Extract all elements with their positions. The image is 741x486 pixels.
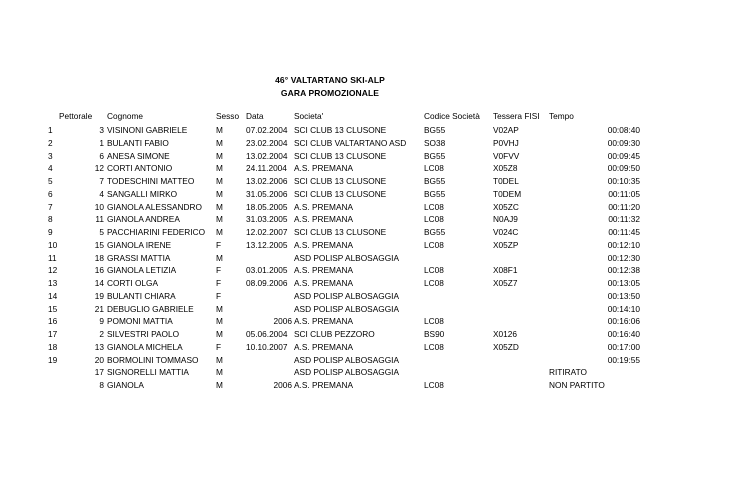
row-sesso: M xyxy=(216,150,223,161)
row-tessera-fisi: X05ZC xyxy=(493,201,519,212)
row-sesso: M xyxy=(216,188,223,199)
row-societa: ASD POLISP ALBOSAGGIA xyxy=(294,252,399,263)
table-row xyxy=(0,239,741,251)
row-tempo: 00:16:40 xyxy=(607,329,640,339)
row-codice-societa: LC08 xyxy=(424,278,444,288)
row-cognome: BORMOLINI TOMMASO xyxy=(107,354,199,365)
row-sesso: F xyxy=(216,239,222,250)
row-societa: A.S. PREMANA xyxy=(294,201,354,212)
row-tempo: 00:14:10 xyxy=(607,303,640,314)
row-sesso: M xyxy=(216,214,223,225)
row-codice-societa: BG55 xyxy=(424,188,446,199)
header-codice-societa: Codice Società xyxy=(424,111,480,121)
row-societa: A.S. PREMANA xyxy=(294,316,354,327)
row-societa: A.S. PREMANA xyxy=(294,239,354,250)
row-tempo: 00:09:30 xyxy=(607,137,640,148)
row-cognome: SIGNORELLI MATTIA xyxy=(107,367,189,378)
row-bib: 5 xyxy=(99,227,104,237)
row-bib: 14 xyxy=(94,278,104,288)
row-data: 13.02.2004 xyxy=(246,150,288,161)
row-codice-societa: BG55 xyxy=(424,176,446,186)
row-rank: 14 xyxy=(48,290,58,301)
table-row xyxy=(0,162,741,174)
row-rank: 17 xyxy=(48,329,58,339)
row-societa: SCI CLUB 13 CLUSONE xyxy=(294,227,387,237)
row-anno: 2006 xyxy=(273,316,292,327)
row-rank: 6 xyxy=(48,188,53,199)
row-societa: A.S. PREMANA xyxy=(294,163,354,174)
row-bib: 19 xyxy=(94,290,104,301)
row-tempo: 00:09:45 xyxy=(607,150,640,161)
row-tessera-fisi: V02AP xyxy=(493,125,519,135)
row-cognome: SILVESTRI PAOLO xyxy=(107,329,180,339)
row-tessera-fisi: V024C xyxy=(493,227,519,237)
row-tessera-fisi: N0AJ9 xyxy=(493,214,518,225)
row-cognome: TODESCHINI MATTEO xyxy=(107,176,195,186)
row-sesso: M xyxy=(216,329,223,339)
row-cognome: DEBUGLIO GABRIELE xyxy=(107,303,194,314)
table-row xyxy=(0,341,741,353)
table-row xyxy=(0,354,741,366)
row-codice-societa: LC08 xyxy=(424,265,444,276)
table-row xyxy=(0,264,741,276)
row-bib: 10 xyxy=(94,201,104,212)
row-cognome: BULANTI CHIARA xyxy=(107,290,176,301)
row-bib: 12 xyxy=(94,163,104,174)
table-row xyxy=(0,379,741,391)
row-rank: 4 xyxy=(48,163,53,174)
row-cognome: CORTI ANTONIO xyxy=(107,163,173,174)
table-row xyxy=(0,303,741,315)
row-data: 07.02.2004 xyxy=(246,125,288,135)
row-cognome: GIANOLA ANDREA xyxy=(107,214,180,225)
row-codice-societa: LC08 xyxy=(424,239,444,250)
row-sesso: M xyxy=(216,201,223,212)
row-tessera-fisi: X0126 xyxy=(493,329,517,339)
row-societa: ASD POLISP ALBOSAGGIA xyxy=(294,290,399,301)
row-bib: 11 xyxy=(95,214,104,225)
row-rank: 7 xyxy=(48,201,53,212)
table-header xyxy=(0,110,741,122)
table-row xyxy=(0,188,741,200)
row-sesso: M xyxy=(216,354,223,365)
row-codice-societa: LC08 xyxy=(424,380,444,390)
table-row xyxy=(0,252,741,264)
row-sesso: M xyxy=(216,252,223,263)
row-rank: 2 xyxy=(48,137,53,148)
row-cognome: GIANOLA IRENE xyxy=(107,239,172,250)
row-societa: A.S. PREMANA xyxy=(294,380,354,390)
row-cognome: PACCHIARINI FEDERICO xyxy=(107,227,206,237)
row-data: 12.02.2007 xyxy=(246,227,288,237)
row-tessera-fisi: X05ZD xyxy=(493,341,519,352)
row-codice-societa: BG55 xyxy=(424,150,446,161)
row-tempo: 00:13:05 xyxy=(607,278,640,288)
page-title: 46° VALTARTANO SKI-ALP xyxy=(275,75,385,85)
row-sesso: M xyxy=(216,380,223,390)
row-rank: 3 xyxy=(48,150,53,161)
row-sesso: F xyxy=(216,341,222,352)
table-row xyxy=(0,137,741,149)
row-anno: 2006 xyxy=(273,380,292,390)
row-societa: A.S. PREMANA xyxy=(294,265,354,276)
row-tempo: 00:13:50 xyxy=(607,290,640,301)
row-sesso: M xyxy=(216,163,223,174)
row-data: 13.12.2005 xyxy=(246,239,288,250)
row-bib: 7 xyxy=(99,176,104,186)
header-data: Data xyxy=(246,111,264,121)
header-tessera-fisi: Tessera FISI xyxy=(493,111,540,121)
row-cognome: GIANOLA MICHELA xyxy=(107,341,183,352)
row-tessera-fisi: X05Z8 xyxy=(493,163,518,174)
row-rank: 12 xyxy=(48,265,58,276)
row-tempo: 00:12:38 xyxy=(607,265,640,276)
row-tessera-fisi: V0FVV xyxy=(493,150,520,161)
row-codice-societa: LC08 xyxy=(424,341,444,352)
row-data: 03.01.2005 xyxy=(246,265,288,276)
row-tessera-fisi: X08F1 xyxy=(493,265,518,276)
row-sesso: F xyxy=(216,278,222,288)
row-sesso: M xyxy=(216,125,223,135)
row-societa: SCI CLUB VALTARTANO ASD xyxy=(294,137,407,148)
header-societa: Societa' xyxy=(294,111,324,121)
row-data: 24.11.2004 xyxy=(246,163,287,174)
row-codice-societa: BS90 xyxy=(424,329,445,339)
header-cognome: Cognome xyxy=(107,111,143,121)
row-data: 10.10.2007 xyxy=(246,341,288,352)
table-row xyxy=(0,328,741,340)
row-sesso: M xyxy=(216,316,223,327)
header-sesso: Sesso xyxy=(216,111,240,121)
row-tempo: 00:08:40 xyxy=(607,125,640,135)
row-rank: 19 xyxy=(48,354,58,365)
row-societa: SCI CLUB 13 CLUSONE xyxy=(294,150,387,161)
row-societa: A.S. PREMANA xyxy=(294,214,354,225)
row-data: 08.09.2006 xyxy=(246,278,288,288)
row-sesso: M xyxy=(216,227,223,237)
row-tessera-fisi: X05Z7 xyxy=(493,278,518,288)
row-rank: 9 xyxy=(48,227,53,237)
row-tempo: 00:10:35 xyxy=(607,176,640,186)
row-tempo: 00:16:06 xyxy=(607,316,640,327)
row-sesso: F xyxy=(216,290,222,301)
row-cognome: ANESA SIMONE xyxy=(107,150,170,161)
row-bib: 6 xyxy=(99,150,104,161)
row-societa: ASD POLISP ALBOSAGGIA xyxy=(294,367,399,378)
row-tempo: 00:19:55 xyxy=(607,354,640,365)
row-rank: 15 xyxy=(48,303,58,314)
row-data: 31.03.2005 xyxy=(246,214,288,225)
row-tempo: 00:11:20 xyxy=(608,201,640,212)
row-societa: SCI CLUB 13 CLUSONE xyxy=(294,188,387,199)
row-rank: 10 xyxy=(48,239,58,250)
table-row xyxy=(0,150,741,162)
table-row xyxy=(0,290,741,302)
row-societa: SCI CLUB PEZZORO xyxy=(294,329,375,339)
row-bib: 2 xyxy=(99,329,104,339)
row-codice-societa: BG55 xyxy=(424,227,446,237)
row-tempo: 00:11:32 xyxy=(608,214,640,225)
row-tempo: 00:11:45 xyxy=(608,227,640,237)
row-rank: 11 xyxy=(48,252,57,263)
row-tessera-fisi: P0VHJ xyxy=(493,137,519,148)
row-cognome: SANGALLI MIRKO xyxy=(107,188,178,199)
row-tessera-fisi: T0DEL xyxy=(493,176,519,186)
row-data: 05.06.2004 xyxy=(246,329,288,339)
row-tessera-fisi: X05ZP xyxy=(493,239,519,250)
row-sesso: M xyxy=(216,303,223,314)
row-data: 13.02.2006 xyxy=(246,176,288,186)
row-sesso: M xyxy=(216,176,223,186)
row-codice-societa: SO38 xyxy=(424,137,446,148)
header-tempo: Tempo xyxy=(549,111,574,121)
row-cognome: GRASSI MATTIA xyxy=(107,252,171,263)
row-codice-societa: LC08 xyxy=(424,201,444,212)
row-tempo: 00:12:30 xyxy=(607,252,640,263)
row-rank: 1 xyxy=(48,125,53,135)
row-tessera-fisi: T0DEM xyxy=(493,188,522,199)
table-row xyxy=(0,226,741,238)
row-cognome: CORTI OLGA xyxy=(107,278,159,288)
table-row xyxy=(0,213,741,225)
row-bib: 17 xyxy=(94,367,104,378)
row-codice-societa: LC08 xyxy=(424,214,444,225)
row-bib: 1 xyxy=(99,137,104,148)
table-row xyxy=(0,277,741,289)
table-row xyxy=(0,175,741,187)
row-rank: 18 xyxy=(48,341,58,352)
row-status: NON PARTITO xyxy=(549,380,605,390)
row-societa: ASD POLISP ALBOSAGGIA xyxy=(294,303,399,314)
row-bib: 18 xyxy=(94,252,104,263)
row-bib: 13 xyxy=(94,341,104,352)
row-bib: 9 xyxy=(99,316,104,327)
row-sesso: M xyxy=(216,137,223,148)
table-row xyxy=(0,201,741,213)
row-bib: 21 xyxy=(94,303,104,314)
row-codice-societa: LC08 xyxy=(424,316,444,327)
row-bib: 3 xyxy=(99,125,104,135)
row-cognome: BULANTI FABIO xyxy=(107,137,169,148)
table-row xyxy=(0,315,741,327)
row-rank: 13 xyxy=(48,278,58,288)
row-bib: 20 xyxy=(94,354,104,365)
row-tempo: 00:09:50 xyxy=(607,163,640,174)
row-societa: ASD POLISP ALBOSAGGIA xyxy=(294,354,399,365)
row-rank: 5 xyxy=(48,176,53,186)
row-bib: 8 xyxy=(99,380,104,390)
row-status: RITIRATO xyxy=(549,367,587,378)
row-data: 18.05.2005 xyxy=(246,201,288,212)
row-rank: 8 xyxy=(48,214,53,225)
row-bib: 15 xyxy=(94,239,104,250)
header-pettorale: Pettorale xyxy=(59,111,93,121)
row-bib: 16 xyxy=(94,265,104,276)
row-cognome: GIANOLA ALESSANDRO xyxy=(107,201,202,212)
row-codice-societa: BG55 xyxy=(424,125,446,135)
row-cognome: GIANOLA xyxy=(107,380,144,390)
row-sesso: F xyxy=(216,265,222,276)
page-subtitle: GARA PROMOZIONALE xyxy=(280,88,380,98)
row-societa: SCI CLUB 13 CLUSONE xyxy=(294,125,387,135)
row-codice-societa: LC08 xyxy=(424,163,444,174)
table-row xyxy=(0,366,741,378)
row-societa: A.S. PREMANA xyxy=(294,278,354,288)
row-societa: SCI CLUB 13 CLUSONE xyxy=(294,176,387,186)
row-tempo: 00:12:10 xyxy=(607,239,640,250)
row-tempo: 00:17:00 xyxy=(607,341,640,352)
row-cognome: GIANOLA LETIZIA xyxy=(107,265,177,276)
row-sesso: M xyxy=(216,367,223,378)
row-data: 23.02.2004 xyxy=(246,137,288,148)
row-cognome: POMONI MATTIA xyxy=(107,316,173,327)
row-data: 31.05.2006 xyxy=(246,188,288,199)
row-bib: 4 xyxy=(99,188,104,199)
row-cognome: VISINONI GABRIELE xyxy=(107,125,188,135)
row-rank: 16 xyxy=(48,316,58,327)
row-tempo: 00:11:05 xyxy=(608,188,640,199)
row-societa: A.S. PREMANA xyxy=(294,341,354,352)
table-row xyxy=(0,124,741,136)
